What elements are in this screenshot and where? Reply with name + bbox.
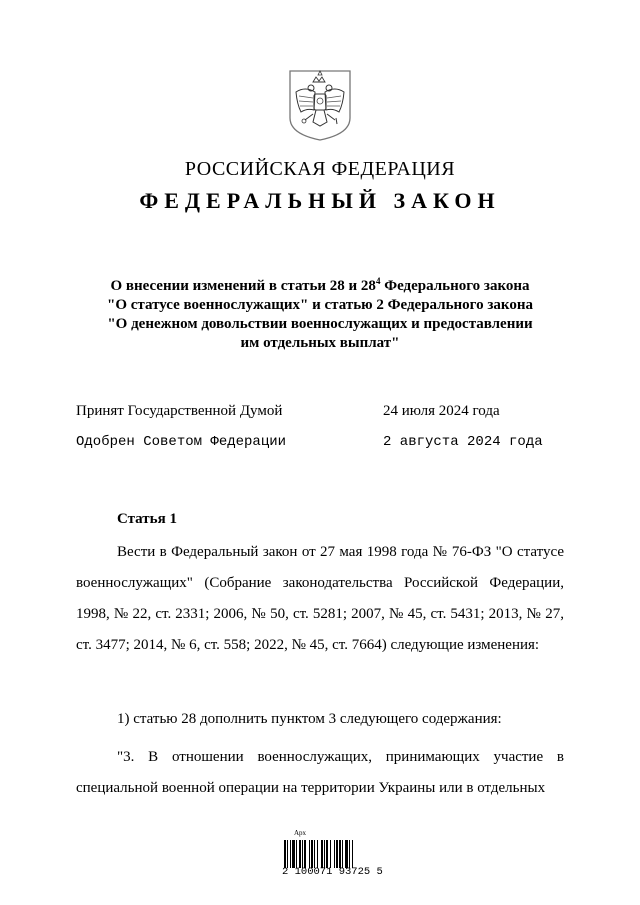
barcode-bar: [304, 840, 306, 868]
barcode-bar: [296, 840, 297, 868]
barcode-bar: [342, 840, 343, 868]
barcode-bar: [292, 840, 295, 868]
barcode-bar: [302, 840, 303, 868]
subject-line-2: "О статусе военнослужащих" и статью 2 Федерального закона: [107, 297, 533, 313]
barcode-bar: [330, 840, 331, 868]
subject-line-1-part-b: Федерального закона: [380, 278, 530, 294]
barcode-bar: [324, 840, 325, 868]
law-subject-title: [60, 277, 580, 353]
barcode-bar: [326, 840, 328, 868]
barcode-bar: [309, 840, 310, 868]
barcode-bar: [287, 840, 288, 868]
council-approval-date: 2 августа 2024 года: [383, 434, 543, 450]
barcode-bar: [339, 840, 341, 868]
article-paragraph-1: Вести в Федеральный закон от 27 мая 1998 года № 76-ФЗ "О статусе военнослужащих" (Собрание законодательства Российской Федерации, 1998, № 22, ст. 2331; 2006, № 50, ст. 5281; 2007, № 45, ст. 5431; 2013, № 27, ст. 3477; 2014, № 6, ст. 558; 2022, № 45, ст. 7664) следующие изменения:: [76, 544, 564, 653]
subject-line-1: [60, 277, 580, 296]
barcode-bar: [290, 840, 291, 868]
barcode-bar: [349, 840, 350, 868]
article-item-1: 1) статью 28 дополнить пунктом 3 следующего содержания:: [117, 711, 502, 727]
barcode-bar: [314, 840, 315, 868]
barcode-bar: [321, 840, 323, 868]
barcode-bar: [317, 840, 318, 868]
barcode-bar: [334, 840, 335, 868]
barcode-bar: [336, 840, 338, 868]
barcode-number: 2 100071 93725 5: [282, 866, 383, 878]
duma-adoption-label: Принят Государственной Думой: [76, 403, 283, 419]
subject-line-3: "О денежном довольствии военнослужащих и предоставлении: [107, 316, 533, 332]
council-approval-label: Одобрен Советом Федерации: [76, 434, 287, 450]
article-heading: Статья 1: [117, 511, 177, 527]
barcode-bar: [299, 840, 301, 868]
barcode-bar: [311, 840, 313, 868]
quoted-amendment-text: "3. В отношении военнослужащих, принимающих участие в специальной военной операции на территории Украины или в отдельных: [76, 749, 564, 796]
barcode-graphic: [284, 840, 370, 868]
barcode-bar: [352, 840, 353, 868]
subject-line-1-superscript: 4: [375, 276, 381, 286]
subject-line-1-part-a: О внесении изменений в статьи 28 и 28: [110, 278, 376, 294]
barcode-bar: [284, 840, 286, 868]
subject-line-4: им отдельных выплат": [240, 335, 400, 351]
duma-adoption-date: 24 июля 2024 года: [383, 403, 500, 419]
barcode-bar: [345, 840, 348, 868]
document-type-title: ФЕДЕРАЛЬНЫЙ ЗАКОН: [139, 188, 501, 213]
coat-of-arms-emblem: [287, 68, 353, 142]
country-name: РОССИЙСКАЯ ФЕДЕРАЦИЯ: [184, 158, 456, 180]
archive-stamp-mark: Арх: [294, 829, 307, 837]
